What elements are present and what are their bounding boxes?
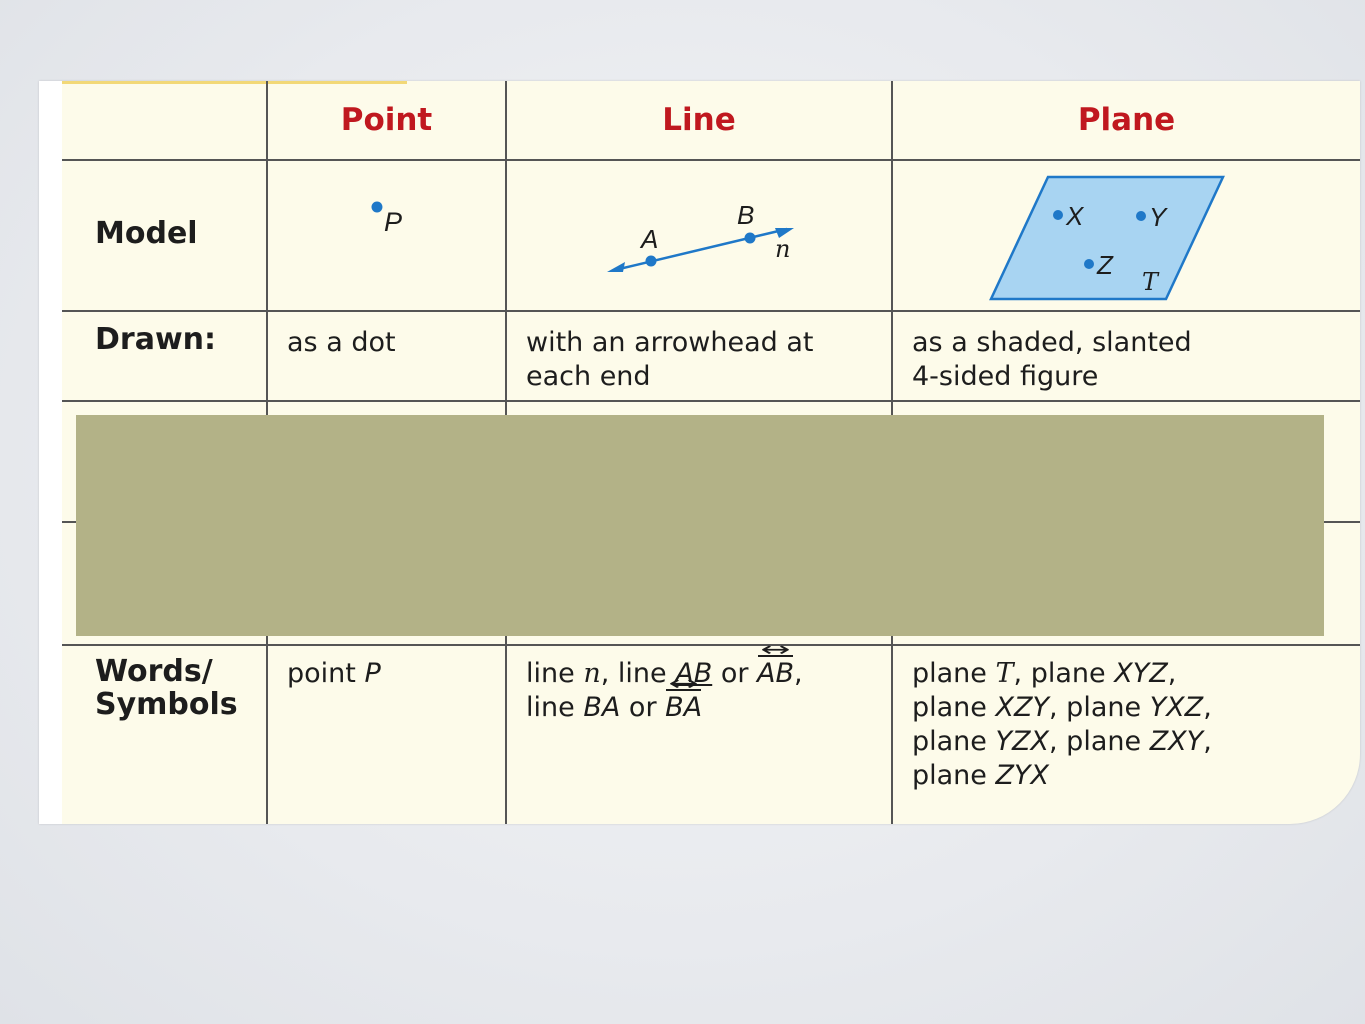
words-line-text-2	[526, 691, 702, 725]
row-label-symbols: Symbols	[95, 687, 238, 722]
plane-separator: , plane	[1013, 658, 1106, 689]
line-name-ab: AB	[675, 658, 713, 689]
plane-name-zyx: ZYX	[995, 760, 1050, 791]
plane-name-yzx: YZX	[995, 726, 1050, 757]
plane-point-x	[1053, 210, 1063, 220]
point-name: P	[364, 658, 381, 689]
plane-parallelogram	[991, 177, 1223, 299]
row-divider	[62, 310, 1360, 312]
plane-name-xyz: XYZ	[1114, 658, 1168, 689]
line-label-a: A	[641, 224, 659, 254]
line-name-ba: BA	[583, 692, 621, 723]
row-divider	[62, 159, 1360, 161]
point-b-dot	[745, 233, 756, 244]
words-plane-text-1	[912, 657, 1176, 691]
plane-label-x: X	[1066, 201, 1084, 231]
top-accent-bar	[62, 81, 407, 84]
row-divider	[62, 400, 1360, 402]
plane-label-z: Z	[1097, 250, 1113, 280]
words-plane-text-4	[912, 759, 1049, 793]
words-point-text	[287, 657, 381, 691]
left-arrowhead	[607, 262, 625, 272]
line-word: line	[526, 658, 575, 689]
plane-model-figure	[984, 171, 1234, 306]
plane-word: plane	[912, 658, 987, 689]
line-comma: ,	[794, 658, 803, 689]
plane-point-y	[1136, 211, 1146, 221]
plane-comma: ,	[1167, 658, 1177, 689]
line-separator: , line	[600, 658, 667, 689]
row-divider	[62, 644, 1360, 646]
line-name-n: n	[583, 658, 601, 689]
words-plane-text-2	[912, 691, 1212, 725]
drawn-plane-text-1: as a shaded, slanted	[912, 327, 1192, 358]
header-plane: Plane	[1077, 102, 1176, 138]
line-label-b: B	[737, 200, 755, 230]
plane-word: plane	[912, 760, 987, 791]
line-model-figure	[599, 193, 809, 283]
drawn-line-text-1: with an arrowhead at	[526, 327, 814, 358]
plane-point-z	[1084, 259, 1094, 269]
line-label-n: n	[775, 235, 791, 263]
drawn-line-text-2: each end	[526, 361, 651, 392]
plane-comma: ,	[1203, 692, 1212, 723]
row-label-drawn: Drawn:	[95, 322, 217, 357]
words-plane-text-3	[912, 725, 1212, 759]
header-line: Line	[662, 102, 736, 138]
header-point: Point	[340, 102, 433, 138]
plane-label-t: T	[1142, 268, 1159, 296]
line-symbol-ab: AB ↔	[757, 657, 794, 691]
plane-label-y: Y	[1149, 202, 1167, 232]
line-or-2: or	[628, 692, 657, 723]
point-word: point	[287, 658, 356, 689]
point-label-p: P	[384, 207, 403, 237]
plane-name-xzy: XZY	[995, 692, 1050, 723]
drawn-point-text: as a dot	[287, 327, 396, 358]
plane-comma: ,	[1203, 726, 1212, 757]
plane-word: plane	[912, 726, 987, 757]
row-label-model: Model	[95, 216, 198, 251]
left-margin-strip	[39, 81, 62, 824]
drawn-plane-text-2: 4-sided figure	[912, 361, 1099, 392]
point-a-dot	[646, 256, 657, 267]
cover-block	[76, 415, 1324, 636]
line-symbol-ba: BA ↔	[665, 691, 702, 725]
row-label-words: Words/	[95, 654, 213, 689]
point-dot	[372, 202, 383, 213]
point-model-figure	[359, 191, 439, 241]
plane-name-yxz: YXZ	[1149, 692, 1204, 723]
plane-separator: , plane	[1049, 692, 1142, 723]
line-or: or	[720, 658, 749, 689]
plane-name-zxy: ZXY	[1149, 726, 1204, 757]
plane-name-t: T	[995, 658, 1014, 689]
line-word-2: line	[526, 692, 575, 723]
plane-separator: , plane	[1049, 726, 1142, 757]
plane-word: plane	[912, 692, 987, 723]
